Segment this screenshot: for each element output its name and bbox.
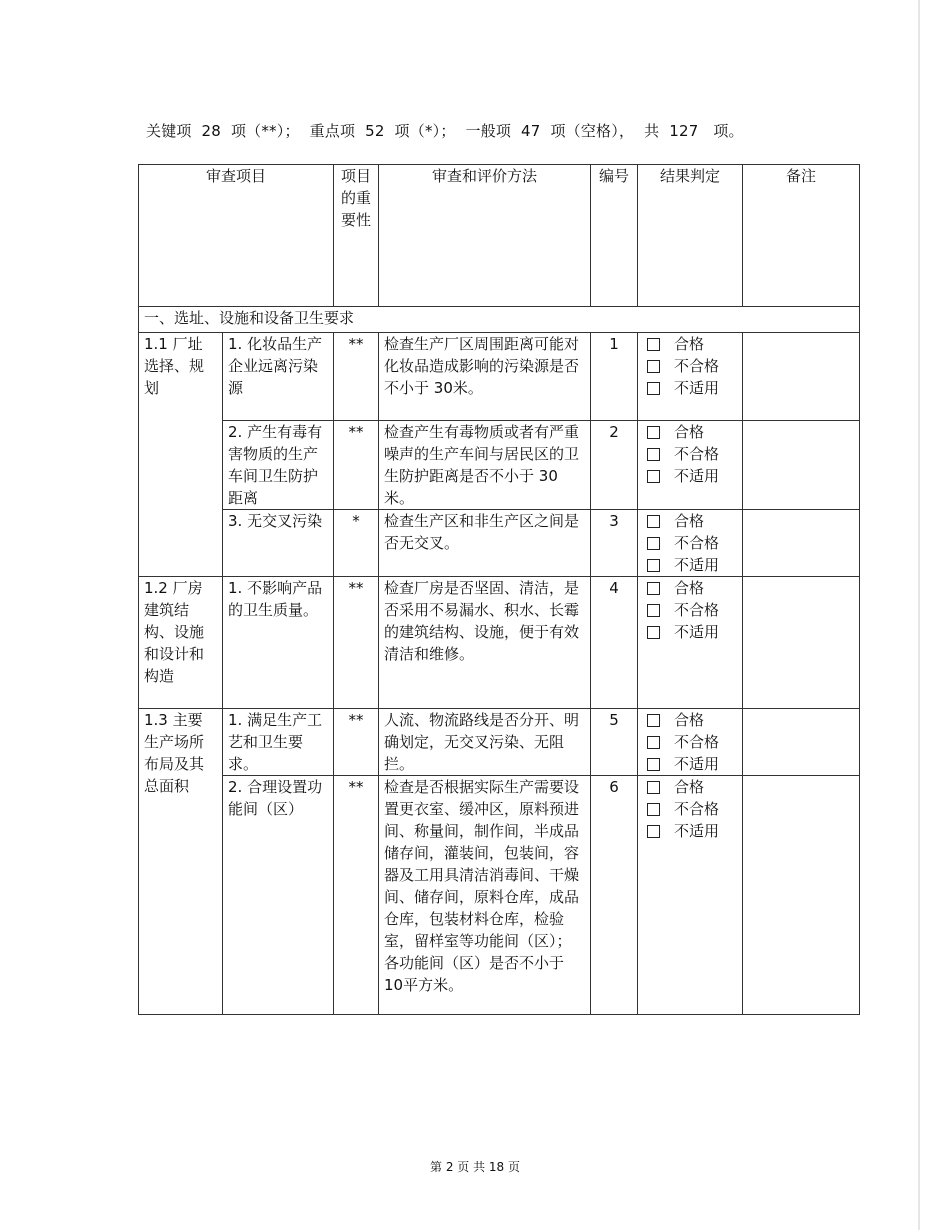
sub-item: 2. 产生有毒有害物质的生产车间卫生防护距离 — [223, 421, 334, 510]
sub-item: 2. 合理设置功能间（区） — [223, 776, 334, 1015]
header-item: 审查项目 — [139, 165, 334, 307]
checkbox-icon[interactable] — [647, 825, 660, 838]
checkbox-icon[interactable] — [647, 559, 660, 572]
result-options — [638, 776, 743, 1015]
group-label: 1.2 厂房建筑结构、设施和设计和构造 — [139, 577, 223, 709]
result-options — [638, 709, 743, 776]
checkbox-icon[interactable] — [647, 537, 660, 550]
checkbox-icon[interactable] — [647, 781, 660, 794]
option-fail[interactable]: 不合格 — [643, 532, 737, 554]
option-pass[interactable]: 合格 — [643, 577, 737, 599]
page-edge-line — [918, 0, 920, 1230]
item-number: 4 — [591, 577, 638, 709]
option-na[interactable]: 不适用 — [643, 554, 737, 576]
result-options — [638, 333, 743, 421]
header-result: 结果判定 — [638, 165, 743, 307]
table-row — [139, 776, 860, 1015]
checkbox-icon[interactable] — [647, 626, 660, 639]
checkbox-icon[interactable] — [647, 714, 660, 727]
item-number: 5 — [591, 709, 638, 776]
note-cell — [743, 510, 860, 577]
checkbox-icon[interactable] — [647, 448, 660, 461]
option-pass[interactable]: 合格 — [643, 510, 737, 532]
table-row — [139, 510, 860, 577]
checkbox-icon[interactable] — [647, 803, 660, 816]
option-na[interactable]: 不适用 — [643, 753, 737, 775]
table-row — [139, 577, 860, 709]
note-cell — [743, 577, 860, 709]
option-pass[interactable]: 合格 — [643, 776, 737, 798]
option-pass[interactable]: 合格 — [643, 709, 737, 731]
method-text: 检查生产厂区周围距离可能对化妆品造成影响的污染源是否不小于 30米。 — [379, 333, 591, 421]
option-fail[interactable]: 不合格 — [643, 731, 737, 753]
note-cell — [743, 421, 860, 510]
option-fail[interactable]: 不合格 — [643, 355, 737, 377]
checkbox-icon[interactable] — [647, 604, 660, 617]
importance-mark: * — [334, 510, 379, 577]
item-number: 6 — [591, 776, 638, 1015]
note-cell — [743, 776, 860, 1015]
audit-table — [138, 164, 860, 1015]
note-cell — [743, 333, 860, 421]
checkbox-icon[interactable] — [647, 736, 660, 749]
checkbox-icon[interactable] — [647, 360, 660, 373]
item-number: 2 — [591, 421, 638, 510]
sub-item: 3. 无交叉污染 — [223, 510, 334, 577]
method-text: 检查是否根据实际生产需要设置更衣室、缓冲区，原料预进间、称量间，制作间，半成品储存间，灌装间，包装间，容器及工用具清洁消毒间、干燥间、储存间，原料仓库，成品仓库，包装材料仓库，检验室，留样室等功能间（区）；各功能间（区）是否不小于 10平方米。 — [379, 776, 591, 1015]
table-row — [139, 333, 860, 421]
item-number: 1 — [591, 333, 638, 421]
item-number: 3 — [591, 510, 638, 577]
option-na[interactable]: 不适用 — [643, 621, 737, 643]
section-row — [139, 307, 860, 333]
checkbox-icon[interactable] — [647, 758, 660, 771]
importance-mark: ** — [334, 776, 379, 1015]
checkbox-icon[interactable] — [647, 515, 660, 528]
option-na[interactable]: 不适用 — [643, 465, 737, 487]
option-na[interactable]: 不适用 — [643, 820, 737, 842]
summary-line: 关键项 28 项（**）； 重点项 52 项（*）； 一般项 47 项（空格）， 共 127 项。 — [146, 122, 744, 140]
importance-mark: ** — [334, 333, 379, 421]
header-row — [139, 165, 860, 307]
method-text: 人流、物流路线是否分开、明确划定，无交叉污染、无阻拦。 — [379, 709, 591, 776]
method-text: 检查生产区和非生产区之间是否无交叉。 — [379, 510, 591, 577]
option-fail[interactable]: 不合格 — [643, 798, 737, 820]
table-row — [139, 421, 860, 510]
checkbox-icon[interactable] — [647, 382, 660, 395]
importance-mark: ** — [334, 421, 379, 510]
header-importance: 项目的重要性 — [334, 165, 379, 307]
note-cell — [743, 709, 860, 776]
header-note: 备注 — [743, 165, 860, 307]
sub-item: 1. 化妆品生产企业远离污染源 — [223, 333, 334, 421]
importance-mark: ** — [334, 577, 379, 709]
option-fail[interactable]: 不合格 — [643, 599, 737, 621]
option-pass[interactable]: 合格 — [643, 421, 737, 443]
checkbox-icon[interactable] — [647, 582, 660, 595]
sub-item: 1. 满足生产工艺和卫生要求。 — [223, 709, 334, 776]
checkbox-icon[interactable] — [647, 426, 660, 439]
importance-mark: ** — [334, 709, 379, 776]
sub-item: 1. 不影响产品的卫生质量。 — [223, 577, 334, 709]
option-pass[interactable]: 合格 — [643, 333, 737, 355]
result-options — [638, 510, 743, 577]
method-text: 检查产生有毒物质或者有严重噪声的生产车间与居民区的卫生防护距离是否不小于 30米。 — [379, 421, 591, 510]
method-text: 检查厂房是否坚固、清洁，是否采用不易漏水、积水、长霉的建筑结构、设施，便于有效清洁和维修。 — [379, 577, 591, 709]
page-footer: 第 2 页 共 18 页 — [430, 1160, 520, 1174]
checkbox-icon[interactable] — [647, 470, 660, 483]
result-options — [638, 421, 743, 510]
group-label: 1.1 厂址选择、规划 — [139, 333, 223, 577]
option-fail[interactable]: 不合格 — [643, 443, 737, 465]
table-row — [139, 709, 860, 776]
header-number: 编号 — [591, 165, 638, 307]
result-options — [638, 577, 743, 709]
option-na[interactable]: 不适用 — [643, 377, 737, 399]
checkbox-icon[interactable] — [647, 338, 660, 351]
section-title: 一、选址、设施和设备卫生要求 — [139, 307, 860, 333]
header-method: 审查和评价方法 — [379, 165, 591, 307]
group-label: 1.3 主要生产场所布局及其总面积 — [139, 709, 223, 1015]
